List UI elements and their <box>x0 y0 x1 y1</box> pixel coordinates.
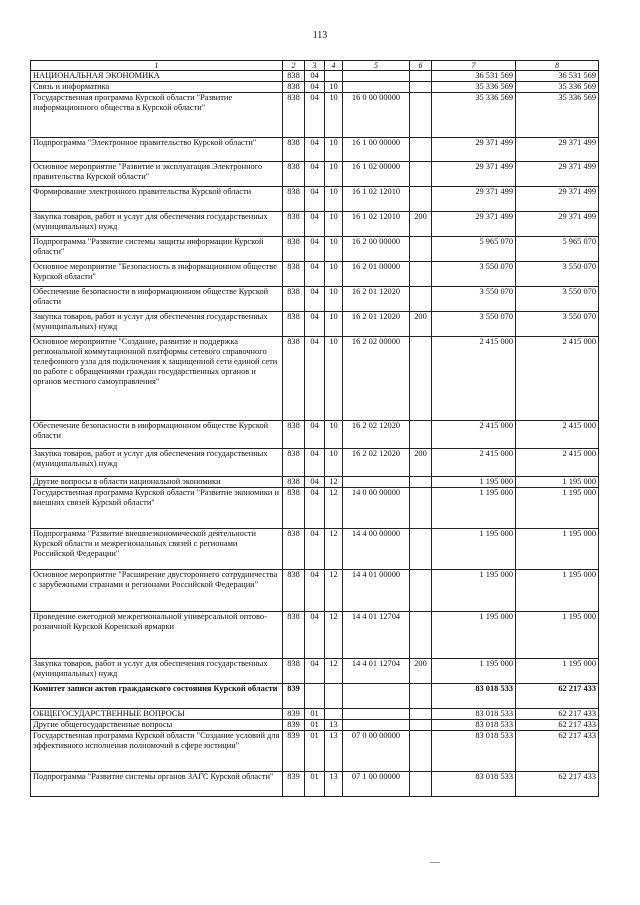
row-target-article-cell: 14 4 01 12704 <box>343 612 410 659</box>
row-amount-1-cell: 1 195 000 <box>432 477 516 488</box>
row-target-article-cell: 14 4 00 00000 <box>343 529 410 570</box>
row-name-cell: Закупка товаров, работ и услуг для обеспечения государственных (муниципальных) нужд <box>31 312 283 337</box>
row-target-article-cell: 16 2 02 12020 <box>343 421 410 449</box>
col-header-section: 3 <box>305 61 325 71</box>
row-target-article-cell: 14 0 00 00000 <box>343 488 410 529</box>
row-expense-type-cell <box>410 570 432 612</box>
row-target-article-cell: 07 0 00 00000 <box>343 731 410 772</box>
table-row <box>31 612 599 659</box>
col-header-subsection: 4 <box>325 61 343 71</box>
row-amount-2-cell: 1 195 000 <box>516 529 599 570</box>
table-row <box>31 772 599 797</box>
row-subsection-cell: 10 <box>325 237 343 262</box>
row-grbs-cell: 838 <box>283 212 305 237</box>
row-amount-1-cell: 1 195 000 <box>432 529 516 570</box>
row-amount-1-cell: 1 195 000 <box>432 659 516 684</box>
table-row <box>31 187 599 212</box>
row-expense-type-cell <box>410 237 432 262</box>
row-amount-2-cell: 29 371 499 <box>516 162 599 187</box>
row-section-cell: 01 <box>305 720 325 731</box>
row-name-cell: Государственная программа Курской области "Развитие информационного общества в Курской области" <box>31 93 283 138</box>
row-section-cell: 04 <box>305 488 325 529</box>
table-row <box>31 449 599 477</box>
scan-mark <box>430 862 440 863</box>
row-amount-2-cell: 5 965 070 <box>516 237 599 262</box>
row-subsection-cell: 10 <box>325 138 343 162</box>
row-name-cell: Закупка товаров, работ и услуг для обеспечения государственных (муниципальных) нужд <box>31 449 283 477</box>
row-amount-1-cell: 83 018 533 <box>432 709 516 720</box>
row-amount-2-cell: 29 371 499 <box>516 138 599 162</box>
row-grbs-cell: 838 <box>283 659 305 684</box>
row-amount-1-cell: 83 018 533 <box>432 772 516 797</box>
row-name-cell: Основное мероприятие "Расширение двустороннего сотрудничества с зарубежными странами и регионами Российской Федерации" <box>31 570 283 612</box>
row-section-cell: 01 <box>305 731 325 772</box>
row-subsection-cell: 10 <box>325 162 343 187</box>
row-amount-2-cell: 1 195 000 <box>516 570 599 612</box>
row-amount-1-cell: 29 371 499 <box>432 162 516 187</box>
row-amount-1-cell: 2 415 000 <box>432 421 516 449</box>
row-name-cell: Подпрограмма "Развитие системы органов ЗАГС Курской области" <box>31 772 283 797</box>
row-subsection-cell: 10 <box>325 262 343 287</box>
table-row <box>31 93 599 138</box>
row-subsection-cell: 10 <box>325 287 343 312</box>
row-grbs-cell: 838 <box>283 71 305 82</box>
column-number-row <box>31 61 599 71</box>
row-amount-1-cell: 1 195 000 <box>432 570 516 612</box>
row-expense-type-cell <box>410 71 432 82</box>
row-section-cell: 04 <box>305 659 325 684</box>
row-name-cell: Обеспечение безопасности в информационном обществе Курской области <box>31 287 283 312</box>
row-expense-type-cell <box>410 684 432 709</box>
row-target-article-cell: 14 4 01 12704 <box>343 659 410 684</box>
row-target-article-cell: 16 2 01 12020 <box>343 312 410 337</box>
row-grbs-cell: 839 <box>283 772 305 797</box>
row-expense-type-cell <box>410 720 432 731</box>
row-section-cell: 04 <box>305 287 325 312</box>
table-row <box>31 684 599 709</box>
row-subsection-cell: 12 <box>325 529 343 570</box>
row-name-cell: Основное мероприятие "Безопасность в информационном обществе Курской области" <box>31 262 283 287</box>
row-name-cell: Подпрограмма "Электронное правительство Курской области" <box>31 138 283 162</box>
row-grbs-cell: 838 <box>283 488 305 529</box>
row-expense-type-cell <box>410 772 432 797</box>
row-name-cell: Подпрограмма "Развитие внешнеэкономической деятельности Курской области и межрегиональных связей с регионами Российской Федерации" <box>31 529 283 570</box>
row-name-cell: Государственная программа Курской области "Развитие экономики и внешних связей Курской области" <box>31 488 283 529</box>
table-row <box>31 237 599 262</box>
row-subsection-cell <box>325 709 343 720</box>
row-subsection-cell: 12 <box>325 570 343 612</box>
row-grbs-cell: 839 <box>283 709 305 720</box>
row-target-article-cell: 14 4 01 00000 <box>343 570 410 612</box>
row-grbs-cell: 838 <box>283 449 305 477</box>
row-amount-1-cell: 35 336 569 <box>432 82 516 93</box>
row-amount-2-cell: 1 195 000 <box>516 612 599 659</box>
row-target-article-cell <box>343 720 410 731</box>
budget-table <box>30 60 599 797</box>
table-row <box>31 659 599 684</box>
row-grbs-cell: 838 <box>283 162 305 187</box>
row-target-article-cell: 07 1 00 00000 <box>343 772 410 797</box>
row-grbs-cell: 838 <box>283 287 305 312</box>
row-subsection-cell: 12 <box>325 612 343 659</box>
row-amount-1-cell: 29 371 499 <box>432 212 516 237</box>
row-expense-type-cell: 200 <box>410 212 432 237</box>
row-subsection-cell <box>325 71 343 82</box>
table-row <box>31 337 599 421</box>
row-amount-2-cell: 62 217 433 <box>516 684 599 709</box>
row-name-cell: Закупка товаров, работ и услуг для обеспечения государственных (муниципальных) нужд <box>31 212 283 237</box>
row-grbs-cell: 838 <box>283 529 305 570</box>
row-amount-2-cell: 62 217 433 <box>516 731 599 772</box>
table-row <box>31 82 599 93</box>
row-section-cell: 04 <box>305 529 325 570</box>
row-target-article-cell: 16 1 02 00000 <box>343 162 410 187</box>
table-row <box>31 287 599 312</box>
row-amount-2-cell: 29 371 499 <box>516 187 599 212</box>
row-target-article-cell <box>343 477 410 488</box>
row-section-cell: 04 <box>305 312 325 337</box>
row-target-article-cell: 16 2 02 00000 <box>343 337 410 421</box>
row-grbs-cell: 838 <box>283 570 305 612</box>
row-section-cell: 01 <box>305 772 325 797</box>
row-amount-2-cell: 1 195 000 <box>516 477 599 488</box>
row-amount-2-cell: 2 415 000 <box>516 337 599 421</box>
row-name-cell: Обеспечение безопасности в информационном обществе Курской области <box>31 421 283 449</box>
row-grbs-cell: 838 <box>283 237 305 262</box>
row-amount-2-cell: 3 550 070 <box>516 312 599 337</box>
row-expense-type-cell <box>410 93 432 138</box>
col-header-expense-type: 6 <box>410 61 432 71</box>
row-grbs-cell: 838 <box>283 312 305 337</box>
row-amount-2-cell: 62 217 433 <box>516 709 599 720</box>
row-subsection-cell: 10 <box>325 187 343 212</box>
row-amount-2-cell: 29 371 499 <box>516 212 599 237</box>
row-section-cell: 04 <box>305 71 325 82</box>
row-target-article-cell: 16 1 02 12010 <box>343 187 410 212</box>
row-expense-type-cell <box>410 187 432 212</box>
row-expense-type-cell <box>410 488 432 529</box>
row-name-cell: Другие вопросы в области национальной экономики <box>31 477 283 488</box>
row-amount-2-cell: 36 531 569 <box>516 71 599 82</box>
table-row <box>31 570 599 612</box>
row-section-cell: 04 <box>305 93 325 138</box>
row-amount-1-cell: 36 531 569 <box>432 71 516 82</box>
row-subsection-cell: 13 <box>325 731 343 772</box>
row-amount-2-cell: 3 550 070 <box>516 262 599 287</box>
row-amount-2-cell: 1 195 000 <box>516 488 599 529</box>
row-name-cell: Формирование электронного правительства Курской области <box>31 187 283 212</box>
table-row <box>31 262 599 287</box>
row-expense-type-cell <box>410 138 432 162</box>
row-amount-1-cell: 83 018 533 <box>432 684 516 709</box>
row-amount-1-cell: 29 371 499 <box>432 138 516 162</box>
row-grbs-cell: 838 <box>283 262 305 287</box>
row-grbs-cell: 838 <box>283 82 305 93</box>
row-grbs-cell: 838 <box>283 612 305 659</box>
row-amount-1-cell: 35 336 569 <box>432 93 516 138</box>
row-amount-2-cell: 3 550 070 <box>516 287 599 312</box>
row-name-cell: Комитет записи актов гражданского состояния Курской области <box>31 684 283 709</box>
row-amount-1-cell: 1 195 000 <box>432 612 516 659</box>
row-expense-type-cell: 200 <box>410 312 432 337</box>
table-row <box>31 212 599 237</box>
row-section-cell: 01 <box>305 709 325 720</box>
row-section-cell: 04 <box>305 262 325 287</box>
page-number: 113 <box>312 30 328 41</box>
table-body <box>31 71 599 797</box>
row-subsection-cell: 10 <box>325 93 343 138</box>
row-target-article-cell: 16 2 00 00000 <box>343 237 410 262</box>
row-target-article-cell: 16 0 00 00000 <box>343 93 410 138</box>
col-header-amount-2: 8 <box>516 61 599 71</box>
row-amount-2-cell: 2 415 000 <box>516 449 599 477</box>
row-amount-2-cell: 62 217 433 <box>516 720 599 731</box>
row-name-cell: Другие общегосударственные вопросы <box>31 720 283 731</box>
row-expense-type-cell <box>410 262 432 287</box>
row-target-article-cell <box>343 82 410 93</box>
row-amount-1-cell: 83 018 533 <box>432 731 516 772</box>
row-expense-type-cell <box>410 731 432 772</box>
row-expense-type-cell <box>410 477 432 488</box>
row-expense-type-cell <box>410 287 432 312</box>
row-amount-1-cell: 2 415 000 <box>432 449 516 477</box>
row-grbs-cell: 838 <box>283 337 305 421</box>
row-section-cell: 04 <box>305 570 325 612</box>
row-amount-2-cell: 35 336 569 <box>516 82 599 93</box>
row-subsection-cell: 10 <box>325 212 343 237</box>
row-expense-type-cell <box>410 162 432 187</box>
row-expense-type-cell: 200 <box>410 659 432 684</box>
row-target-article-cell: 16 2 02 12020 <box>343 449 410 477</box>
row-target-article-cell <box>343 709 410 720</box>
table-row <box>31 162 599 187</box>
row-subsection-cell: 13 <box>325 772 343 797</box>
row-amount-2-cell: 62 217 433 <box>516 772 599 797</box>
row-subsection-cell: 10 <box>325 421 343 449</box>
row-amount-1-cell: 2 415 000 <box>432 337 516 421</box>
row-subsection-cell: 12 <box>325 659 343 684</box>
row-subsection-cell: 10 <box>325 312 343 337</box>
table-row <box>31 709 599 720</box>
row-expense-type-cell <box>410 421 432 449</box>
row-expense-type-cell: 200 <box>410 449 432 477</box>
row-target-article-cell: 16 1 00 00000 <box>343 138 410 162</box>
row-section-cell: 04 <box>305 162 325 187</box>
row-expense-type-cell <box>410 612 432 659</box>
row-name-cell: Подпрограмма "Развитие системы защиты информации Курской области" <box>31 237 283 262</box>
row-section-cell: 04 <box>305 237 325 262</box>
col-header-amount-1: 7 <box>432 61 516 71</box>
row-target-article-cell <box>343 684 410 709</box>
row-section-cell: 04 <box>305 187 325 212</box>
row-subsection-cell: 12 <box>325 488 343 529</box>
row-target-article-cell: 16 2 01 12020 <box>343 287 410 312</box>
row-name-cell: Основное мероприятие "Создание, развитие и поддержка региональной коммутационной платформы сетевого справочного телефонного узла для подключения к защищенной сети единой сети по работе с обращениями граждан государственных органов и органов местного самоуправления" <box>31 337 283 421</box>
row-grbs-cell: 839 <box>283 684 305 709</box>
row-subsection-cell: 12 <box>325 477 343 488</box>
table-row <box>31 477 599 488</box>
col-header-target-article: 5 <box>343 61 410 71</box>
row-expense-type-cell <box>410 529 432 570</box>
row-amount-2-cell: 2 415 000 <box>516 421 599 449</box>
row-subsection-cell: 10 <box>325 82 343 93</box>
row-section-cell: 04 <box>305 212 325 237</box>
row-amount-1-cell: 5 965 070 <box>432 237 516 262</box>
row-amount-2-cell: 1 195 000 <box>516 659 599 684</box>
row-expense-type-cell <box>410 82 432 93</box>
row-name-cell: НАЦИОНАЛЬНАЯ ЭКОНОМИКА <box>31 71 283 82</box>
row-subsection-cell: 13 <box>325 720 343 731</box>
row-target-article-cell <box>343 71 410 82</box>
table-row <box>31 312 599 337</box>
row-section-cell: 04 <box>305 337 325 421</box>
row-section-cell: 04 <box>305 449 325 477</box>
row-grbs-cell: 838 <box>283 187 305 212</box>
table-row <box>31 720 599 731</box>
row-grbs-cell: 839 <box>283 731 305 772</box>
row-section-cell: 04 <box>305 421 325 449</box>
row-amount-1-cell: 3 550 070 <box>432 312 516 337</box>
row-expense-type-cell <box>410 709 432 720</box>
row-subsection-cell <box>325 684 343 709</box>
row-name-cell: Связь и информатика <box>31 82 283 93</box>
row-grbs-cell: 838 <box>283 421 305 449</box>
table-row <box>31 731 599 772</box>
table-row <box>31 488 599 529</box>
row-amount-1-cell: 3 550 070 <box>432 287 516 312</box>
row-grbs-cell: 838 <box>283 477 305 488</box>
col-header-name: 1 <box>31 61 283 71</box>
table-row <box>31 71 599 82</box>
row-amount-1-cell: 29 371 499 <box>432 187 516 212</box>
row-section-cell: 04 <box>305 138 325 162</box>
row-name-cell: Государственная программа Курской области "Создание условий для эффективного исполнения полномочий в сфере юстиции" <box>31 731 283 772</box>
row-amount-1-cell: 83 018 533 <box>432 720 516 731</box>
row-amount-1-cell: 3 550 070 <box>432 262 516 287</box>
row-name-cell: Закупка товаров, работ и услуг для обеспечения государственных (муниципальных) нужд <box>31 659 283 684</box>
table-row <box>31 421 599 449</box>
row-name-cell: ОБЩЕГОСУДАРСТВЕННЫЕ ВОПРОСЫ <box>31 709 283 720</box>
row-amount-2-cell: 35 336 569 <box>516 93 599 138</box>
row-subsection-cell: 10 <box>325 337 343 421</box>
row-grbs-cell: 838 <box>283 93 305 138</box>
row-target-article-cell: 16 1 02 12010 <box>343 212 410 237</box>
row-name-cell: Проведение ежегодной межрегиональной универсальной оптово-розничной Курской Коренской ярмарки <box>31 612 283 659</box>
row-grbs-cell: 839 <box>283 720 305 731</box>
row-grbs-cell: 838 <box>283 138 305 162</box>
table-row <box>31 529 599 570</box>
row-target-article-cell: 16 2 01 00000 <box>343 262 410 287</box>
col-header-grbs: 2 <box>283 61 305 71</box>
row-subsection-cell: 10 <box>325 449 343 477</box>
table-row <box>31 138 599 162</box>
row-section-cell <box>305 684 325 709</box>
row-section-cell: 04 <box>305 612 325 659</box>
row-name-cell: Основное мероприятие "Развитие и эксплуатация Электронного правительства Курской области" <box>31 162 283 187</box>
row-section-cell: 04 <box>305 82 325 93</box>
row-amount-1-cell: 1 195 000 <box>432 488 516 529</box>
row-expense-type-cell <box>410 337 432 421</box>
row-section-cell: 04 <box>305 477 325 488</box>
